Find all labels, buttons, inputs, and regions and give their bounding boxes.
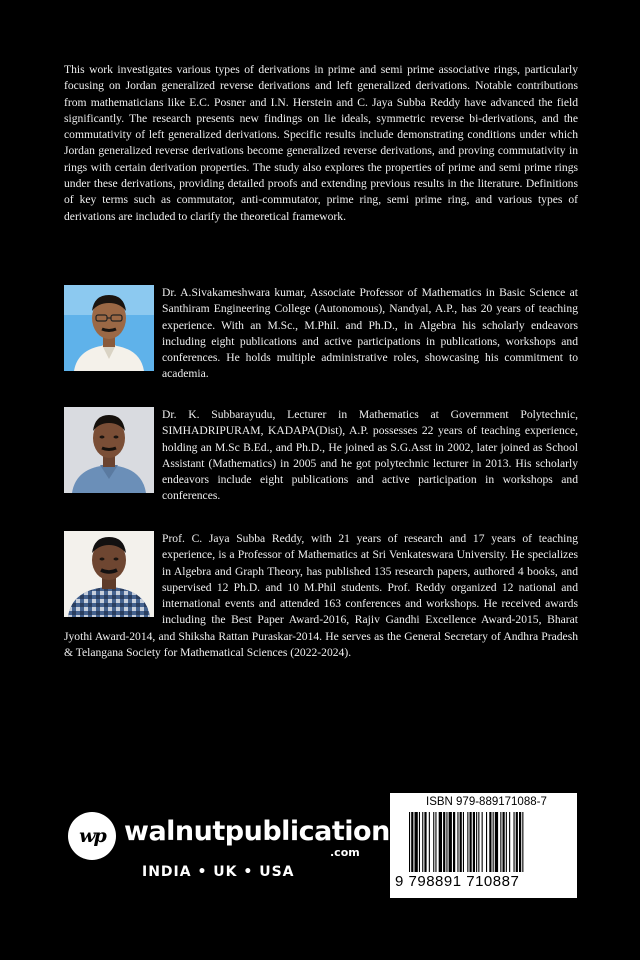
author-photo-2 [64,407,154,493]
barcode-bars [409,812,569,876]
barcode-digits: 9 798891 710887 [395,873,520,890]
author-bio-3: Prof. C. Jaya Subba Reddy, with 21 years of research and 17 years of teaching experience, is a Professor of Mathematics at Sri Venkateswara University. He specializes in Algebra and Graph Theory, has published 135 research papers, authored 4 books, and supervised 12 Ph.D. and 10 M.Phil students. Prof. Reddy organized 12 national and international events and attended 163 conferences and workshops. He received awards including the Best Paper Award-2016, Rajiv Gandhi Excellence Award-2015, Bharat Jyothi Award-2014, and Shiksha Rattan Puraskar-2014. He serves as the General Secretary of Andhra Pradesh & Telangana Society for Mathematical Sciences (2022-2024). [64,532,578,660]
publisher-domain: .com [330,846,360,859]
publisher-name: walnutpublication [124,816,390,847]
publisher-brand [68,812,390,902]
isbn-label: ISBN 979-889171088-7 [426,796,547,808]
book-description: This work investigates various types of derivations in prime and semi prime associative rings, particularly focusing on Jordan generalized reverse derivations and left generalized derivations. Notable contributions from mathematicians like E.C. Posner and I.N. Herstein and C. Jaya Subba Reddy have advanced the field significantly. The research presents new findings on lie ideals, symmetric reverse bi-derivations, and the commutativity of left generalized derivations. Specific results include demonstrating conditions under which Jordan generalized reverse derivations become generalized reverse derivations, and proving commutativity in rings with certain derivation properties. The study also explores the properties of prime and semi prime rings under these derivations, providing detailed proofs and extending previous results in the literature. Definitions of key terms such as commutator, anti-commutator, prime ring, semi prime ring, and various types of derivations are included to clarify the theoretical framework. [64,63,578,223]
isbn-barcode [390,793,577,898]
author-profile-2 [64,407,578,505]
author-profile-3 [64,531,578,661]
author-photo-3 [64,531,154,617]
publisher-logo-icon: wp [68,812,116,860]
author-profile-1 [64,285,578,383]
publisher-regions: INDIA • UK • USA [142,864,295,880]
author-photo-1 [64,285,154,371]
author-bio-2: Dr. K. Subbarayudu, Lecturer in Mathematics at Government Polytechnic, SIMHADRIPURAM, KADAPA(Dist), A.P. possesses 22 years of teaching experience, holding an M.Sc B.Ed., and Ph.D., He joined as S.G.Asst in 2002, later joined as School Assistant (Mathematics) in 2005 and he got polytechnic lecturer in 2013. His scholarly endeavors include eight publications and active participation in workshops and conferences. [162,408,578,503]
author-bio-1: Dr. A.Sivakameshwara kumar, Associate Professor of Mathematics in Basic Science at Santhiram Engineering College (Autonomous), Nandyal, A.P., has 20 years of teaching experience. With an M.Sc., M.Phil. and Ph.D., in Algebra his scholarly endeavors including eight publications and active participations in publications, workshops and conferences. He holds multiple administrative roles, showcasing his commitment to academia. [162,286,578,381]
